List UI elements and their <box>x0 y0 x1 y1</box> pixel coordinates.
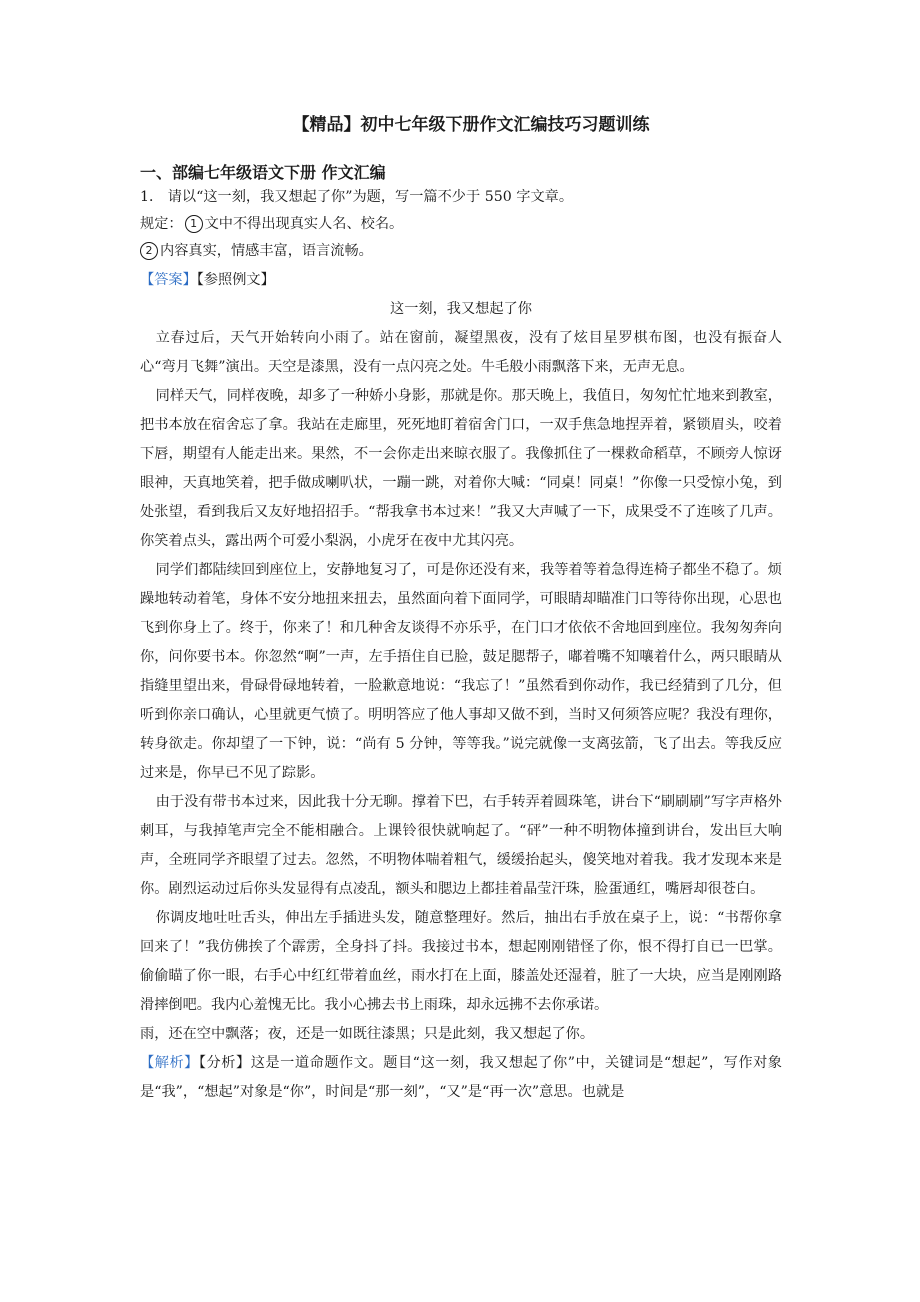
essay-paragraph-3: 同学们都陆续回到座位上，安静地复习了，可是你还没有来，我等着等着急得连椅子都坐不稳了。烦躁地转动着笔，身体不安分地扭来扭去，虽然面向着下面同学，可眼睛却瞄准门口等待你出现，心思也飞到你身上了。终于，你来了！和几种舍友谈得不亦乐乎，在门口才依依不舍地回到座位。我匆匆奔向你，问你要书本。你忽然“啊”一声，左手捂住自已脸，鼓足腮帮子，嘟着嘴不知嚷着什么，两只眼睛从指缝里望出来，骨碌骨碌地转着，一脸歉意地说：“我忘了！”虽然看到你动作，我已经猜到了几分，但听到你亲口确认，心里就更气愤了。明明答应了他人事却又做不到，当时又何须答应呢？我没有理你，转身欲走。你却望了一下钟，说：“尚有 5 分钟，等等我。”说完就像一支离弦箭，飞了出去。等我反应过来是，你早已不见了踪影。 <box>140 562 782 781</box>
essay-paragraph-2: 同样天气，同样夜晚，却多了一种娇小身影，那就是你。那天晚上，我值日，匆匆忙忙地来到教室，把书本放在宿舍忘了拿。我站在走廊里，死死地盯着宿舍门口，一双手焦急地捏弄着，紧锁眉头，咬着下唇，期望有人能走出来。果然，不一会你走出来晾衣服了。我像抓住了一棵救命稻草，不顾旁人惊讶眼神，天真地笑着，把手做成喇叭状，一蹦一跳，对着你大喊：“同桌！同桌！”你像一只受惊小兔，到处张望，看到我后又友好地招招手。“帮我拿书本过来！”我又大声喊了一下，成果受不了连咳了几声。你笑着点头，露出两个可爱小梨涡，小虎牙在夜中尤其闪亮。 <box>140 388 782 549</box>
rule-2-marker: 2 <box>140 242 158 260</box>
essay-paragraph-5: 你调皮地吐吐舌头，伸出左手插进头发，随意整理好。然后，抽出右手放在桌子上，说：“书帮你拿回来了！”我仿佛挨了个霹雳，全身抖了抖。我接过书本，想起刚刚错怪了你，恨不得打自已一巴掌。偷偷瞄了你一眼，右手心中红红带着血丝，雨水打在上面，膝盖处还湿着，脏了一大块，应当是刚刚路滑摔倒吧。我内心羞愧无比。我小心拂去书上雨珠，却永远拂不去你承诺。 <box>140 910 782 1013</box>
analysis-paragraph <box>140 1049 782 1107</box>
essay-closing-line: 雨，还在空中飘落；夜，还是一如既往漆黑；只是此刻，我又想起了你。 <box>140 1026 595 1042</box>
document-title: 【精品】初中七年级下册作文汇编技巧习题训练 <box>292 115 650 135</box>
answer-tag: 【答案】 <box>140 272 197 288</box>
rule-1-text: 文中不得出现真实人名、校名。 <box>204 216 404 232</box>
rule-2-text: 内容真实，情感丰富，语言流畅。 <box>160 243 373 259</box>
question-number: 1． <box>140 189 164 205</box>
rules-label: 规定： <box>140 216 183 232</box>
rule-line-2 <box>140 238 782 265</box>
section-heading: 一、部编七年级语文下册 作文汇编 <box>140 163 386 182</box>
rule-line-1 <box>140 211 782 238</box>
question-prompt-line <box>140 184 782 211</box>
answer-label-line <box>140 267 782 294</box>
essay-title: 这一刻，我又想起了你 <box>390 301 532 317</box>
analysis-text: 【分析】这是一道命题作文。题目“这一刻，我又想起了你”中，关键词是“想起”，写作对象是“我”，“想起”对象是“你”，时间是“那一刻”，“又”是“再一次”意思。也就是 <box>140 1055 782 1100</box>
sample-essay-label: 【参照例文】 <box>196 272 275 288</box>
rule-1-marker: 1 <box>185 215 203 233</box>
essay-paragraph-1: 立春过后，天气开始转向小雨了。站在窗前，凝望黑夜，没有了炫目星罗棋布图，也没有振奋人心“弯月飞舞”演出。天空是漆黑，没有一点闪亮之处。牛毛般小雨飘落下来，无声无息。 <box>140 330 782 375</box>
document-page <box>140 108 782 1107</box>
question-prompt: 请以“这一刻，我又想起了你”为题，写一篇不少于 550 字文章。 <box>167 189 574 205</box>
analysis-tag: 【解析】 <box>140 1055 199 1071</box>
essay-paragraph-4: 由于没有带书本过来，因此我十分无聊。撑着下巴，右手转弄着圆珠笔，讲台下“刷刷刷”写字声格外刺耳，与我掉笔声完全不能相融合。上课铃很快就响起了。“砰”一种不明物体撞到讲台，发出巨大响声，全班同学齐眼望了过去。忽然，不明物体喘着粗气，缓缓抬起头，傻笑地对着我。我才发现本来是你。剧烈运动过后你头发显得有点凌乱，额头和腮边上都挂着晶莹汗珠，脸蛋通红，嘴唇却很苍白。 <box>140 794 782 897</box>
